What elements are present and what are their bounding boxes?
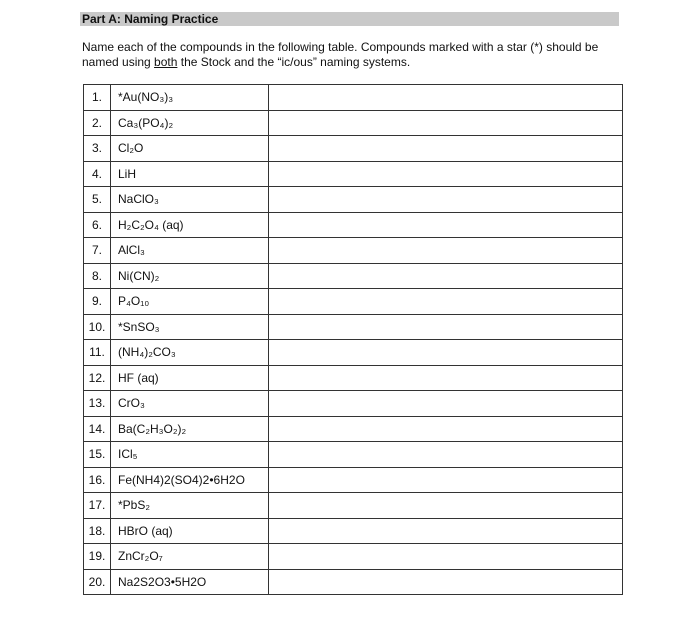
table-row (84, 442, 623, 468)
answer-cell[interactable] (269, 569, 623, 595)
compound-formula: Na2S2O3•5H2O (111, 569, 269, 595)
answer-cell[interactable] (269, 518, 623, 544)
table-row (84, 85, 623, 111)
compound-formula: ZnCr₂O₇ (111, 544, 269, 570)
answer-cell[interactable] (269, 340, 623, 366)
compound-formula: Ca₃(PO₄)₂ (111, 110, 269, 136)
row-number: 17. (84, 493, 111, 519)
compound-formula: *SnSO₃ (111, 314, 269, 340)
answer-cell[interactable] (269, 365, 623, 391)
table-row (84, 263, 623, 289)
compounds-table (83, 84, 623, 595)
answer-cell[interactable] (269, 161, 623, 187)
row-number: 16. (84, 467, 111, 493)
answer-cell[interactable] (269, 238, 623, 264)
table-row (84, 544, 623, 570)
row-number: 18. (84, 518, 111, 544)
row-number: 7. (84, 238, 111, 264)
row-number: 8. (84, 263, 111, 289)
table-row (84, 212, 623, 238)
answer-cell[interactable] (269, 263, 623, 289)
row-number: 15. (84, 442, 111, 468)
compound-formula: CrO₃ (111, 391, 269, 417)
table-row (84, 467, 623, 493)
row-number: 5. (84, 187, 111, 213)
compound-formula: LiH (111, 161, 269, 187)
table-row (84, 416, 623, 442)
row-number: 1. (84, 85, 111, 111)
table-row (84, 391, 623, 417)
answer-cell[interactable] (269, 467, 623, 493)
compound-formula: Ni(CN)₂ (111, 263, 269, 289)
row-number: 20. (84, 569, 111, 595)
row-number: 12. (84, 365, 111, 391)
table-row (84, 110, 623, 136)
compound-formula: H₂C₂O₄ (aq) (111, 212, 269, 238)
row-number: 2. (84, 110, 111, 136)
compound-formula: NaClO₃ (111, 187, 269, 213)
table-row (84, 289, 623, 315)
table-row (84, 314, 623, 340)
compound-formula: Cl₂O (111, 136, 269, 162)
table-row (84, 493, 623, 519)
table-row (84, 340, 623, 366)
table-row (84, 136, 623, 162)
compound-formula: Ba(C₂H₃O₂)₂ (111, 416, 269, 442)
section-header-bar (80, 12, 619, 26)
answer-cell[interactable] (269, 314, 623, 340)
compound-formula: Fe(NH4)2(SO4)2•6H2O (111, 467, 269, 493)
table-row (84, 238, 623, 264)
compound-formula: (NH₄)₂CO₃ (111, 340, 269, 366)
row-number: 13. (84, 391, 111, 417)
instructions-text-part2: the Stock and the “ic/ous” naming systems. (177, 55, 411, 69)
compound-formula: *PbS₂ (111, 493, 269, 519)
table-row (84, 187, 623, 213)
row-number: 19. (84, 544, 111, 570)
compound-formula: ICl₅ (111, 442, 269, 468)
answer-cell[interactable] (269, 442, 623, 468)
answer-cell[interactable] (269, 85, 623, 111)
compound-formula: HBrO (aq) (111, 518, 269, 544)
answer-cell[interactable] (269, 187, 623, 213)
answer-cell[interactable] (269, 391, 623, 417)
row-number: 10. (84, 314, 111, 340)
table-row (84, 518, 623, 544)
instructions-emphasis: both (154, 55, 178, 69)
row-number: 14. (84, 416, 111, 442)
answer-cell[interactable] (269, 416, 623, 442)
table-row (84, 569, 623, 595)
row-number: 3. (84, 136, 111, 162)
compound-formula: AlCl₃ (111, 238, 269, 264)
instructions-paragraph (82, 40, 622, 70)
row-number: 6. (84, 212, 111, 238)
answer-cell[interactable] (269, 289, 623, 315)
answer-cell[interactable] (269, 493, 623, 519)
instructions-text-part1: Name each of the compounds in the following table. Compounds marked with a star (*) should be named using (82, 40, 599, 69)
answer-cell[interactable] (269, 110, 623, 136)
row-number: 9. (84, 289, 111, 315)
answer-cell[interactable] (269, 544, 623, 570)
answer-cell[interactable] (269, 136, 623, 162)
row-number: 4. (84, 161, 111, 187)
row-number: 11. (84, 340, 111, 366)
table-row (84, 365, 623, 391)
compound-formula: P₄O₁₀ (111, 289, 269, 315)
table-row (84, 161, 623, 187)
compound-formula: HF (aq) (111, 365, 269, 391)
compound-formula: *Au(NO₃)₃ (111, 85, 269, 111)
answer-cell[interactable] (269, 212, 623, 238)
section-title: Part A: Naming Practice (82, 12, 219, 26)
